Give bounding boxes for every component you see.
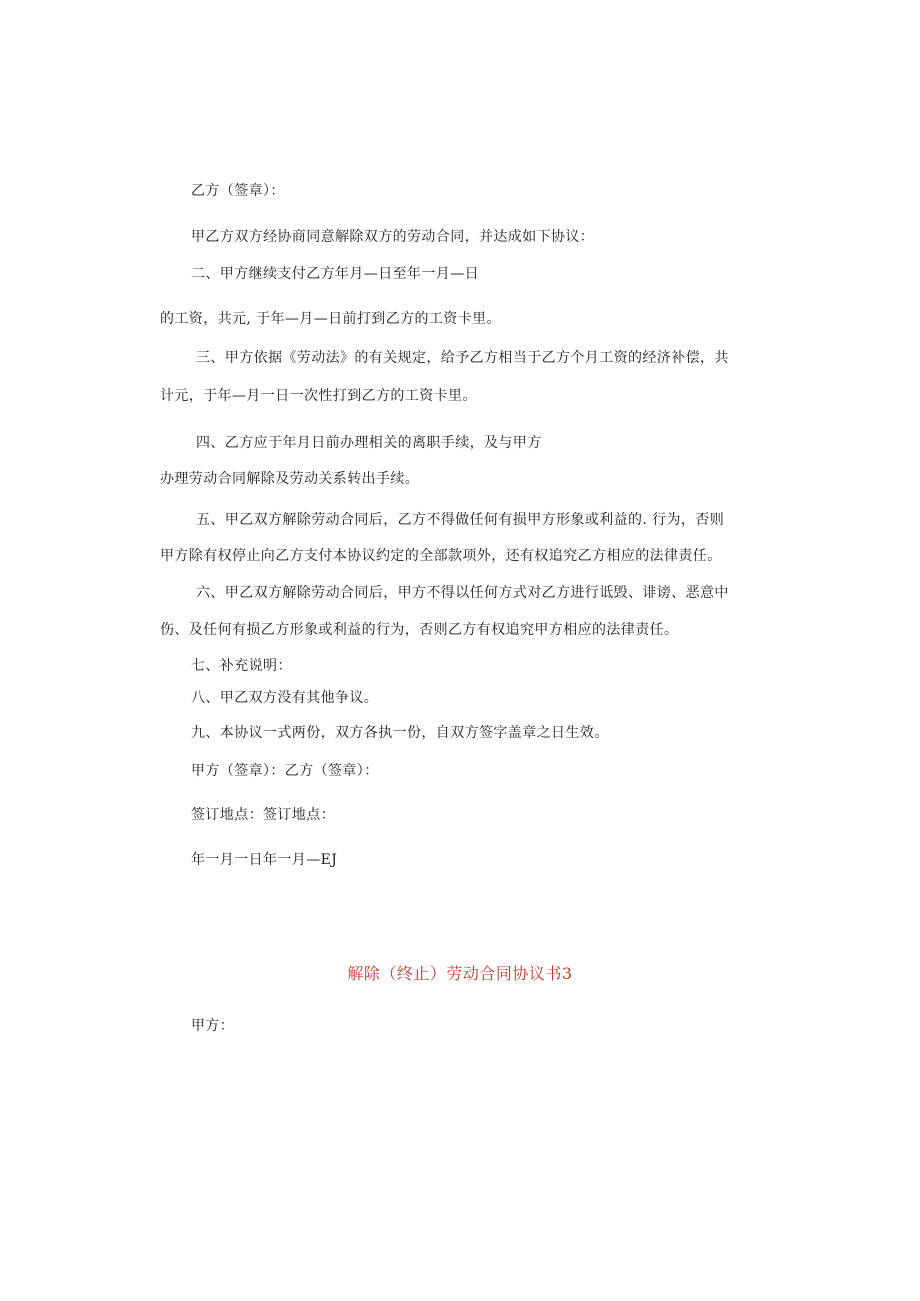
clause-5-line-1: 五、甲乙双方解除劳动合同后，乙方不得做任何有损甲方形象或利益的. 行为，否则 xyxy=(196,512,725,528)
clause-2-line-1: 二、甲方继续支付乙方年月—日至年一月—日 xyxy=(191,266,479,282)
clause-6-line-2: 伤、及任何有损乙方形象或利益的行为，否则乙方有权追究甲方相应的法律责任。 xyxy=(160,622,679,638)
party-b-signature-label: 乙方（签章）： xyxy=(191,183,285,199)
intro-paragraph: 甲乙方双方经协商同意解除双方的劳动合同，并达成如下协议： xyxy=(191,229,595,245)
sign-place-line: 签订地点：签订地点： xyxy=(191,807,335,823)
signature-line: 甲方（签章）：乙方（签章）： xyxy=(191,763,379,779)
clause-3-line-1: 三、甲方依据《劳动法》的有关规定，给予乙方相当于乙方个月工资的经济补偿，共 xyxy=(196,350,729,366)
party-a-label: 甲方： xyxy=(191,1018,235,1034)
date-line: 年一月一日年一月—EJ xyxy=(191,852,338,868)
clause-8: 八、甲乙双方没有其他争议。 xyxy=(191,690,379,706)
clause-7: 七、补充说明： xyxy=(191,658,292,674)
clause-2-line-2: 的工资，共元, 于年—月—日前打到乙方的工资卡里。 xyxy=(160,311,501,327)
next-document-title: 解除（终止）劳动合同协议书3 xyxy=(347,964,573,983)
clause-5-line-2: 甲方除有权停止向乙方支付本协议约定的全部款项外，还有权追究乙方相应的法律责任。 xyxy=(160,548,722,564)
clause-4-line-2: 办理劳动合同解除及劳动关系转出手续。 xyxy=(160,471,420,487)
clause-3-line-2: 计元，于年—月一日一次性打到乙方的工资卡里。 xyxy=(160,388,477,404)
clause-4-line-1: 四、乙方应于年月日前办理相关的离职手续，及与甲方 xyxy=(196,435,542,451)
clause-9: 九、本协议一式两份，双方各执一份，自双方签字盖章之日生效。 xyxy=(191,725,609,741)
clause-6-line-1: 六、甲乙双方解除劳动合同后，甲方不得以任何方式对乙方进行诋毁、诽谤、恶意中 xyxy=(196,585,729,601)
